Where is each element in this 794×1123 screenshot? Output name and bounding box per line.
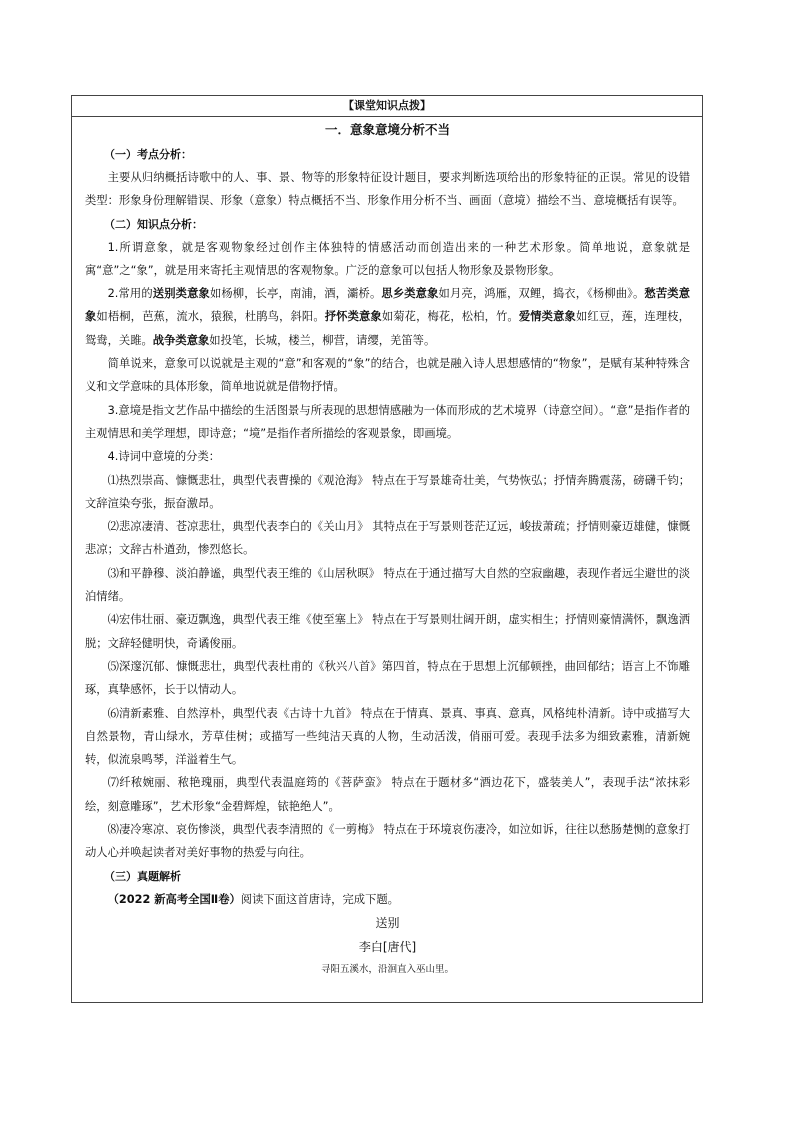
content-area [72,117,702,980]
paragraph-yijing-types-intro: 4.诗词中意境的分类： [107,450,221,464]
list-item: ⑺纤秾婉丽、秾艳瑰丽，典型代表温庭筠的《菩萨蛮》 特点在于题材多“酒边花下，盛装美人”，表现手法“浓抹彩绘，刻意雕琢”，艺术形象“金碧辉煌，铱艳绝人”。 [85,776,690,813]
paragraph-yijing-definition: 3.意境是指文艺作品中描绘的生活图景与所表现的思想情感融为一体而形成的艺术境界（诗意空间）。“意”是指作者的主观情思和美学理想，即诗意；“境”是指作者所描绘的客观景象，即画境。 [85,403,690,440]
section-header: 【课堂知识点拨】 [72,96,702,117]
list-item: ⑷宏伟壮丽、豪迈飘逸，典型代表王维《使至塞上》 特点在于写景则壮阔开朗，虚实相生；抒情则豪情满怀，飘逸洒脱；文辞轻健明快，奇谲俊丽。 [85,613,690,650]
subheading-zhenti: （三）真题解析 [104,869,181,883]
paragraph-kaodian: 主要从归纳概括诗歌中的人、事、景、物等的形象特征设计题目，要求判断选项给出的形象特征的正误。常见的设错类型：形象身份理解错误、形象（意象）特点概括不当、形象作用分析不当、画面（意境）描绘不当、意境概括有误等。 [85,171,690,208]
imagery-category-sorrow: 愁苦类意象 [85,287,690,324]
imagery-category-farewell: 送别类意象 [152,287,210,301]
exam-source: （2022 新高考全国Ⅱ卷） [107,892,241,906]
list-item: ⑸深邃沉郁、慷慨悲壮，典型代表杜甫的《秋兴八首》第四首，特点在于思想上沉郁顿挫，曲回郁结；语言上不饰雕琢，真挚感怀，长于以情动人。 [85,659,690,697]
list-item: ⑵悲凉凄清、苍凉悲壮，典型代表李白的《关山月》 其特点在于写景则苍茫辽远，峻拔萧疏；抒情则豪迈雄健，慷慨悲凉；文辞古朴遒劲，惨烈悠长。 [85,520,690,557]
subheading-kaodian: （一）考点分析： [104,148,192,161]
list-item: ⑶和平静穆、淡泊静谧，典型代表王维的《山居秋暝》 特点在于通过描写大自然的空寂幽趣，表现作者远尘避世的淡泊情绪。 [85,566,690,604]
paragraph-yixiang-definition: 1.所谓意象，就是客观物象经过创作主体独特的情感活动而创造出来的一种艺术形象。简单地说，意象就是寓“意”之“象”，就是用来寄托主观情思的客观物象。广泛的意象可以包括人物形象及景物形象。 [85,240,690,277]
exam-prompt: 阅读下面这首唐诗，完成下题。 [240,892,399,906]
paragraph-yixiang-summary: 简单说来，意象可以说就是主观的“意”和客观的“象”的结合，也就是融入诗人思想感情的“物象”，是赋有某种特殊含义和文学意味的具体形象，简单地说就是借物抒情。 [85,357,690,394]
poem-author: 李白[唐代] [358,939,417,954]
list-item: ⑹清新素雅、自然淳朴，典型代表《古诗十九首》 特点在于情真、景真、事真、意真，风格纯朴清新。诗中或描写大自然景物，青山绿水，芳草佳树；或描写一些纯洁天真的人物，生动活泼，俏丽可爱。表现手法多为细致素雅，清新婉转，似流泉鸣琴，洋溢着生气。 [85,706,690,767]
imagery-category-aspiration: 抒怀类意象 [324,310,382,324]
imagery-category-love: 爱情类意象 [518,310,576,324]
poem-title: 送别 [375,915,400,930]
document-table [71,95,703,1003]
exam-instruction [85,888,690,911]
paragraph-common-imagery: 2.常用的送别类意象如杨柳，长亭，南浦，酒，灞桥。思乡类意象如月亮，鸿雁，双鲤，捣衣，《杨柳曲》。愁苦类意象如梧桐，芭蕉，流水，猿猴，杜鹃鸟，斜阳。抒怀类意象如菊花，梅花，松柏，竹。爱情类意象如红豆，莲，连理枝，鸳鸯，关雎。战争类意象如投笔，长城，楼兰，柳营，请缨，羌笛等。 [85,287,690,347]
section-title: 一．意象意境分析不当 [324,122,450,137]
poem-line: 寻阳五溪水，沿洄直入巫山里。 [320,963,454,975]
list-item: ⑴热烈崇高、慷慨悲壮，典型代表曹操的《观沧海》 特点在于写景雄奇壮美，气势恢弘；抒情奔腾震荡，磅礴千钧；文辞渲染夸张，振奋激昂。 [85,473,690,510]
imagery-category-war: 战争类意象 [152,333,210,347]
list-item: ⑻凄冷寒凉、哀伤惨淡，典型代表李清照的《一剪梅》 特点在于环境哀伤凄冷，如泣如诉，往往以愁肠楚恻的意象打动人心并唤起读者对美好事物的热爱与向往。 [85,823,690,860]
subheading-zhishidian: （二）知识点分析： [104,217,203,231]
imagery-category-homesick: 思乡类意象 [381,287,439,301]
